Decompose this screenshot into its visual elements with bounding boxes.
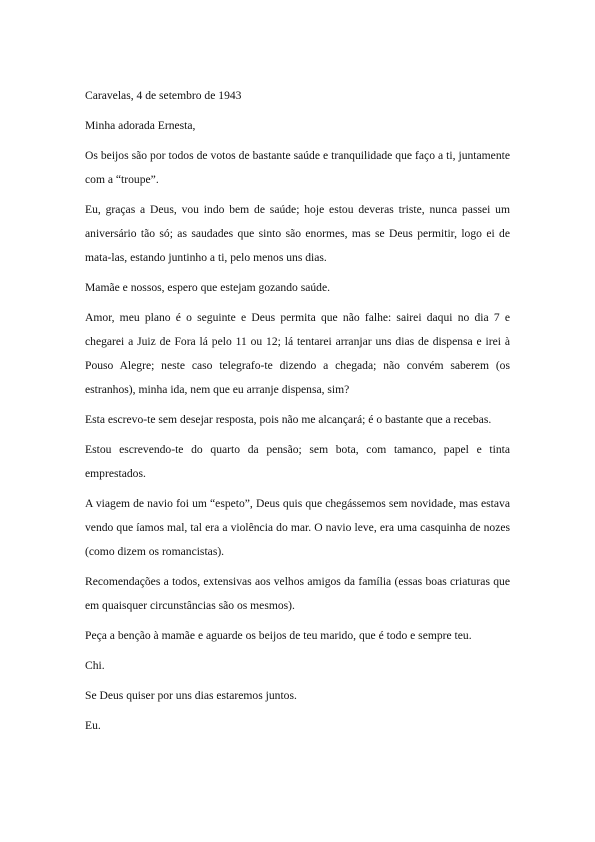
letter-salutation: Minha adorada Ernesta, [85,119,196,132]
letter-postscript: Se Deus quiser por uns dias estaremos juntos. [85,689,297,702]
letter-paragraph: Mamãe e nossos, espero que estejam gozando saúde. [85,281,331,294]
letter-signature: Chi. [85,659,105,672]
letter-paragraph: Os beijos são por todos de votos de bastante saúde e tranquilidade que faço a ti, juntamente com a “troupe”. [85,149,510,186]
letter-place-date: Caravelas, 4 de setembro de 1943 [85,89,242,102]
letter-paragraph: Esta escrevo-te sem desejar resposta, pois não me alcançará; é o bastante que a recebas. [85,413,492,426]
letter-postscript-signature: Eu. [85,719,101,732]
letter-paragraph: Peça a benção à mamãe e aguarde os beijos de teu marido, que é todo e sempre teu. [85,629,472,642]
letter-paragraph: Amor, meu plano é o seguinte e Deus permita que não falhe: sairei daqui no dia 7 e chegarei a Juiz de Fora lá pelo 11 ou 12; lá tentarei arranjar uns dias de dispensa e irei à Pouso Alegre; neste caso telegrafo-te dizendo a chegada; não convém saberem (os estranhos), minha ida, nem que eu arranje dispensa, sim? [85,311,510,396]
letter-paragraph: Eu, graças a Deus, vou indo bem de saúde; hoje estou deveras triste, nunca passei um aniversário tão só; as saudades que sinto são enormes, mas se Deus permitir, logo ei de mata-las, estando juntinho a ti, pelo menos uns dias. [85,203,510,264]
letter-paragraph: Estou escrevendo-te do quarto da pensão; sem bota, com tamanco, papel e tinta emprestados. [85,443,510,480]
letter-body [85,84,510,744]
letter-paragraph: A viagem de navio foi um “espeto”, Deus quis que chegássemos sem novidade, mas estava vendo que íamos mal, tal era a violência do mar. O navio leve, era uma casquinha de nozes (como dizem os romancistas). [85,497,510,558]
letter-paragraph: Recomendações a todos, extensivas aos velhos amigos da família (essas boas criaturas que em quaisquer circunstâncias são os mesmos). [85,575,510,612]
